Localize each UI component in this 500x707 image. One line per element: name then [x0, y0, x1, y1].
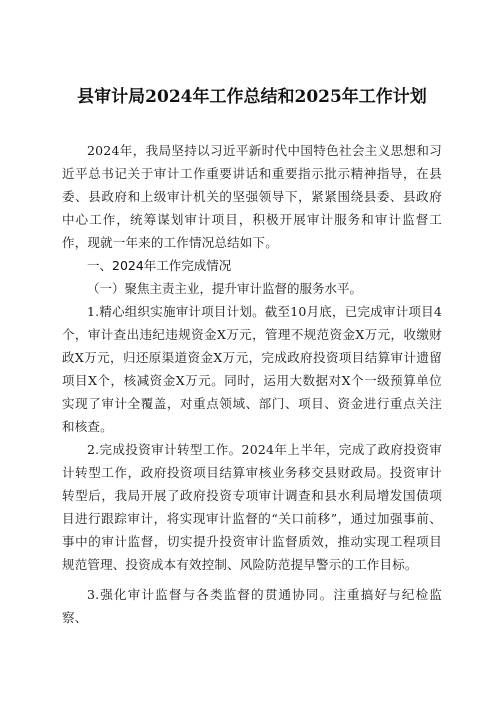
- paragraph-item-2: 2.完成投资审计转型工作。2024年上半年，完成了政府投资审计转型工作，政府投资项目结算审核业务移交县财政局。投资审计转型后，我局开展了政府投资专项审计调查和县水利局增发国债项目进行跟踪审计，将实现审计监督的“关口前移”，通过加强事前、事中的审计监督，切实提升投资审计监督质效，推动实现工程项目规范管理、投资成本有效控制、风险防范提早警示的工作目标。: [62, 442, 442, 572]
- paragraph-item-3: 3.强化审计监督与各类监督的贯通协同。注重搞好与纪检监察、: [62, 587, 442, 625]
- document-title: 县审计局2024年工作总结和2025年工作计划: [77, 87, 427, 107]
- intro-paragraph: 2024年，我局坚持以习近平新时代中国特色社会主义思想和习近平总书记关于审计工作重要讲话和重要指示批示精神指导，在县委、县政府和上级审计机关的坚强领导下，紧紧围绕县委、县政府中心工作，统筹谋划审计项目，积极开展审计服务和审计监督工作，现就一年来的工作情况总结如下。: [62, 143, 442, 250]
- subsection-heading: （一）聚焦主责主业，提升审计监督的服务水平。: [87, 281, 363, 296]
- paragraph-item-1: 1.精心组织实施审计项目计划。截至10月底，已完成审计项目4个，审计查出违纪违规资金X万元，管理不规范资金X万元，收缴财政X万元，归还原渠道资金X万元，完成政府投资项目结算审计遗留项目X个，核减资金X万元。同时，运用大数据对X个一级预算单位实现了审计全覆盖，对重点领域、部门、项目、资金进行重点关注和核查。: [62, 304, 442, 434]
- section-heading: 一、2024年工作完成情况: [87, 258, 232, 273]
